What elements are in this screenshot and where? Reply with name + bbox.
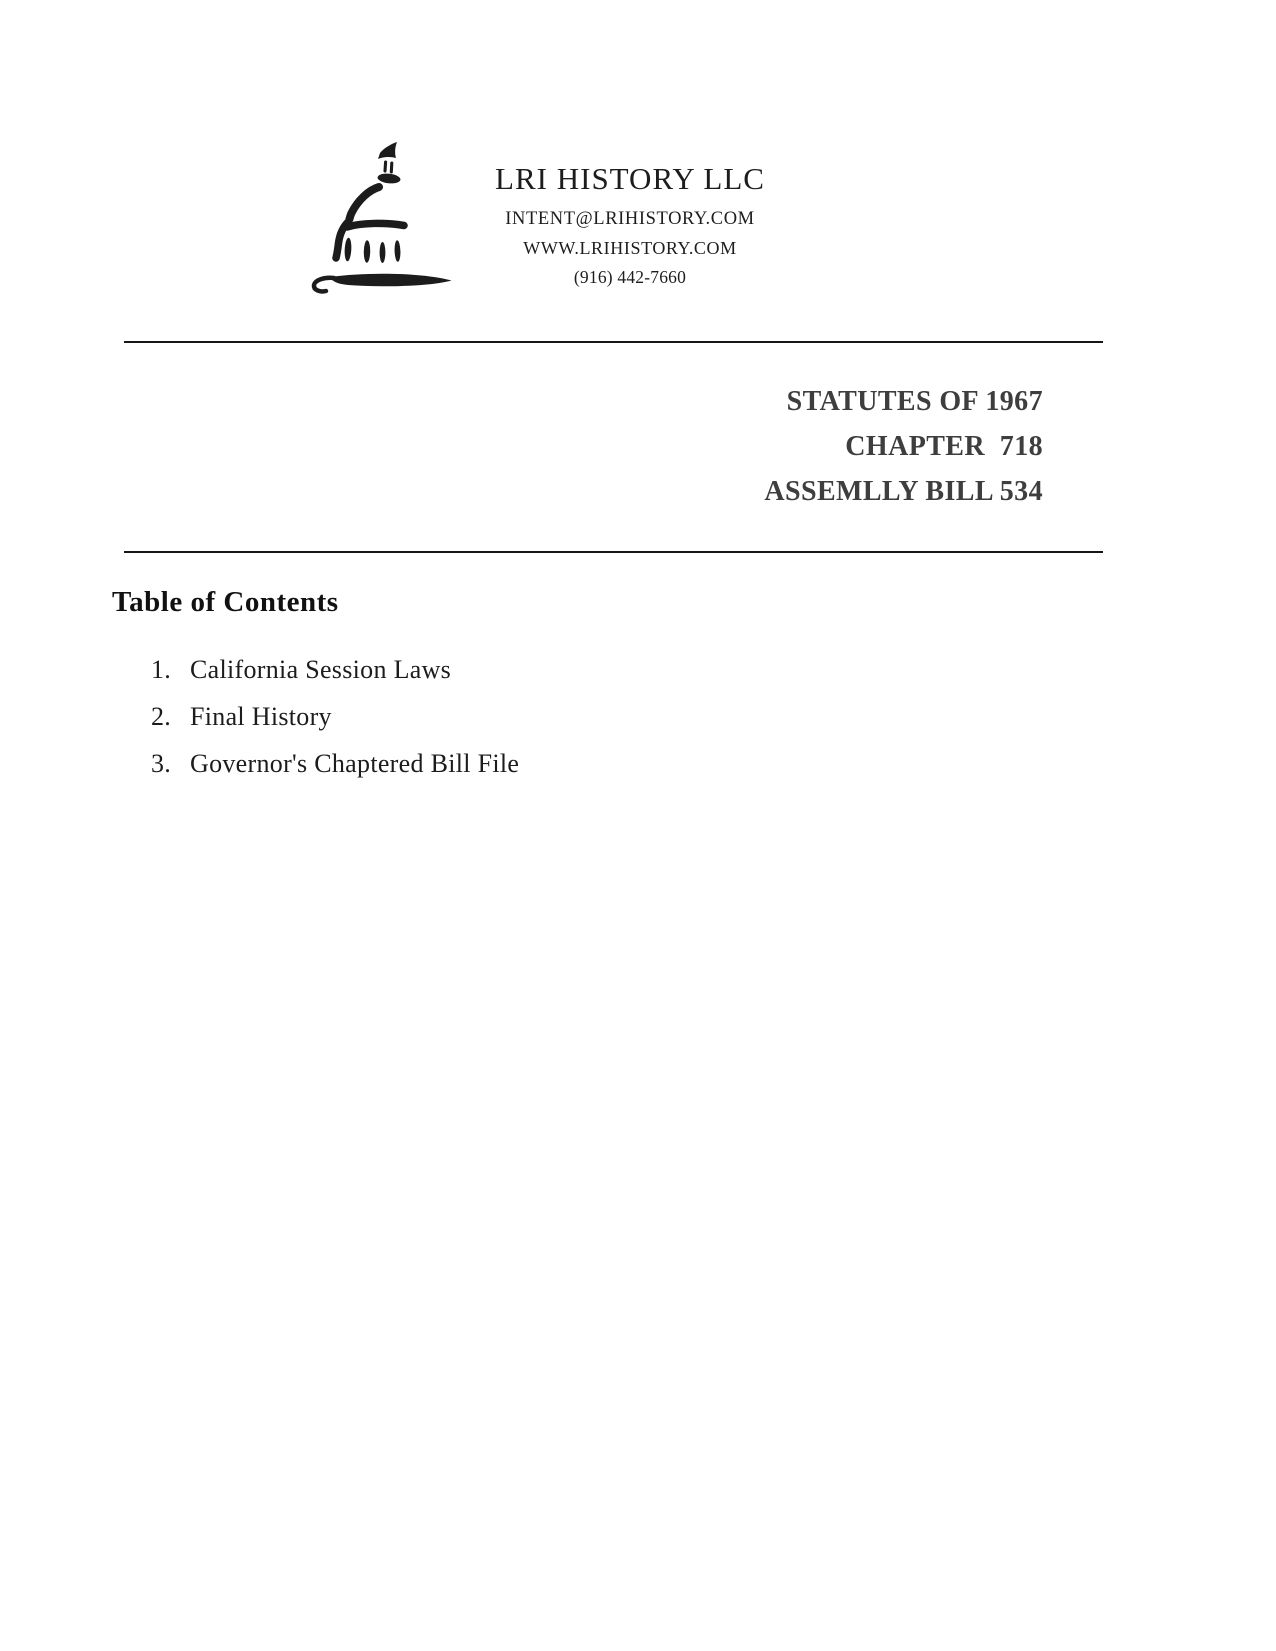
divider-top bbox=[124, 341, 1103, 343]
statutes-line: STATUTES OF 1967 bbox=[786, 386, 1043, 417]
toc-item-final-history bbox=[151, 703, 519, 731]
toc-heading: Table of Contents bbox=[112, 586, 339, 618]
toc-item-governors-chaptered-bill-file bbox=[151, 750, 519, 778]
toc-item-number: 2. bbox=[151, 702, 172, 731]
toc-item-label: Final History bbox=[190, 702, 332, 731]
toc-item-california-session-laws bbox=[151, 656, 519, 684]
toc-list bbox=[151, 656, 519, 797]
chapter-line: CHAPTER 718 bbox=[845, 431, 1043, 462]
company-website: WWW.LRIHISTORY.COM bbox=[523, 238, 737, 258]
toc-item-number: 1. bbox=[151, 655, 172, 684]
logo-flag bbox=[378, 142, 397, 159]
company-email: INTENT@LRIHISTORY.COM bbox=[505, 209, 755, 229]
company-phone: (916) 442-7660 bbox=[573, 267, 687, 287]
header-contact-block bbox=[452, 159, 808, 292]
divider-bottom bbox=[124, 551, 1103, 553]
company-name: LRI HISTORY LLC bbox=[495, 161, 765, 196]
statutes-title-block bbox=[764, 379, 1043, 514]
assembly-bill-line: ASSEMLLY BILL 534 bbox=[764, 476, 1043, 507]
toc-item-number: 3. bbox=[151, 749, 172, 778]
toc-item-label: Governor's Chaptered Bill File bbox=[190, 749, 520, 778]
capitol-dome-icon bbox=[300, 136, 458, 296]
toc-item-label: California Session Laws bbox=[190, 655, 452, 684]
